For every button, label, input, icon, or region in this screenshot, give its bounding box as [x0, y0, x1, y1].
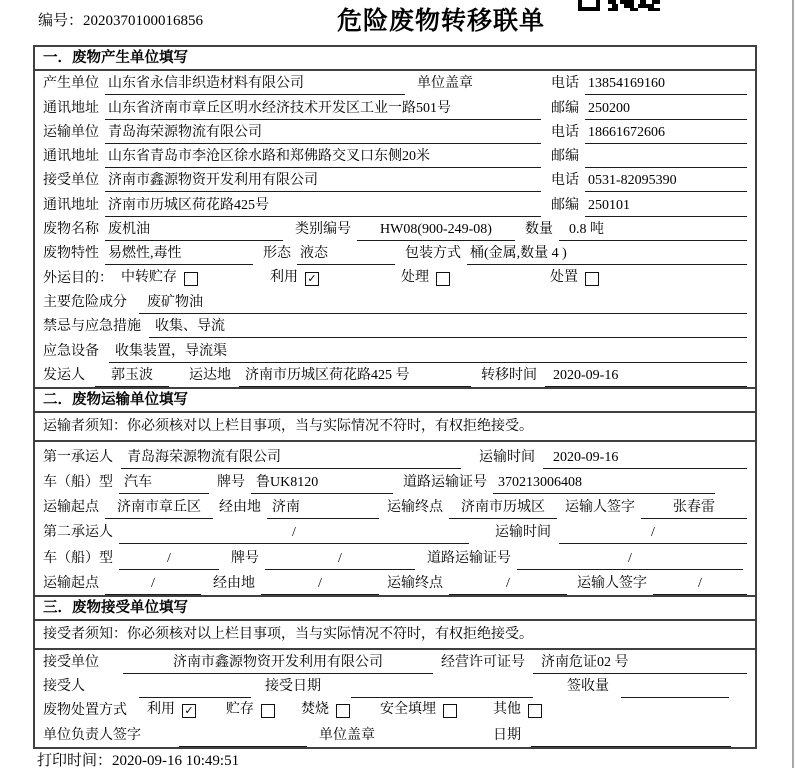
- row-transporter: [35, 120, 755, 144]
- row-second-carrier: [35, 519, 755, 544]
- row-vehicle1: [35, 469, 755, 494]
- phone-label: 电话: [551, 124, 579, 140]
- characteristics-label: 废物特性: [43, 246, 99, 262]
- transport-time-label: 运输时间: [479, 449, 535, 465]
- row-vehicle2: [35, 544, 755, 569]
- carrier1-label: 第一承运人: [43, 449, 113, 465]
- origin1-field: 济南市章丘区: [105, 499, 213, 519]
- date-label: 日期: [493, 727, 521, 743]
- section-1-header: 一．废物产生单位填写: [35, 47, 755, 71]
- carrier-sign-label: 运输人签字: [565, 500, 635, 516]
- phone-label: 电话: [551, 76, 579, 92]
- receiver-unit-field: 济南市鑫源物资开发利用有限公司: [123, 654, 433, 674]
- packaging-field: 桶(金属,数量 4 ): [467, 245, 747, 265]
- origin2-field: /: [105, 575, 201, 595]
- carrier1-field: 青岛海荣源物流有限公司: [121, 449, 461, 469]
- manager-sign-field: [179, 745, 307, 747]
- checkbox-disposal-landfill[interactable]: [443, 704, 457, 718]
- row-transporter-address: [35, 144, 755, 168]
- end2-field: /: [449, 575, 567, 595]
- characteristics-field: 易燃性,毒性: [105, 245, 253, 265]
- transporter-field: 青岛海荣源物流有限公司: [105, 124, 541, 144]
- plate2-field: /: [265, 550, 415, 570]
- accept-date-field: [351, 696, 533, 698]
- destination-field: 济南市历城区荷花路425 号: [239, 367, 471, 387]
- end-label: 运输终点: [387, 500, 443, 516]
- license-field: 济南危证02 号: [533, 654, 747, 674]
- plate1-field: 鲁UK8120: [251, 474, 393, 494]
- transporter-address-field: 山东省青岛市李沧区徐水路和郑佛路交叉口东侧20米: [105, 148, 541, 168]
- received-qty-label: 签收量: [567, 679, 609, 695]
- disposal-option-incinerate: [301, 701, 350, 722]
- transporter-label: 运输单位: [43, 124, 99, 140]
- address-label: 通讯地址: [43, 149, 99, 165]
- row-producer: [35, 71, 755, 95]
- via-label: 经由地: [219, 500, 261, 516]
- transfer-time-field: 2020-09-16: [545, 367, 747, 387]
- checkbox-transit-storage[interactable]: [184, 272, 198, 286]
- date-field: [531, 745, 731, 747]
- row-waste-name: [35, 217, 755, 241]
- equipment-field: 收集装置，导流渠: [109, 343, 747, 363]
- row-hazard-components: [35, 290, 755, 314]
- via1-field: 济南: [267, 499, 379, 519]
- zip-label: 邮编: [551, 149, 579, 165]
- row-manager-signature: [35, 722, 755, 746]
- carrier2-field: /: [119, 524, 469, 544]
- receiver-label: 接受单位: [43, 173, 99, 189]
- checkbox-disposal-storage[interactable]: [261, 704, 275, 718]
- zip-label: 邮编: [551, 197, 579, 213]
- hazard-field: 废矿物油: [139, 294, 747, 314]
- purpose-option-treat: [401, 269, 450, 290]
- page-title: 危险废物转移联单: [336, 8, 545, 35]
- plate-label: 牌号: [217, 475, 245, 491]
- form-label: 形态: [263, 246, 291, 262]
- waste-name-label: 废物名称: [43, 222, 99, 238]
- disposal-label: 废物处置方式: [43, 703, 127, 719]
- acceptor-label: 接受人: [43, 679, 85, 695]
- phone-label: 电话: [551, 173, 579, 189]
- producer-label: 产生单位: [43, 76, 99, 92]
- sign2-field: /: [653, 575, 747, 595]
- receiver-zip-field: 250101: [585, 197, 747, 217]
- row-disposal-method: [35, 698, 755, 722]
- disposal-option-storage: [226, 701, 275, 722]
- origin-label: 运输起点: [43, 500, 99, 516]
- purpose-option-transit-storage: [121, 269, 198, 290]
- row-emergency-equipment: [35, 338, 755, 362]
- print-time-label: 打印时间：: [37, 753, 113, 768]
- producer-field: 山东省永信非织造材料有限公司: [105, 75, 405, 95]
- transport-time2-field: /: [559, 524, 747, 544]
- equipment-label: 应急设备: [43, 343, 99, 359]
- section-3-header: 三．废物接受单位填写: [35, 597, 755, 621]
- quantity-label: 数量: [525, 222, 553, 238]
- end-label: 运输终点: [387, 575, 443, 591]
- vehicle-label: 车（船）型: [43, 550, 113, 566]
- receiver-notice: 接受者须知：你必须核对以上栏目事项，当与实际情况不符时，有权拒绝接受。: [35, 621, 755, 650]
- quantity-field: 0.8 吨: [559, 221, 747, 241]
- checkbox-utilize[interactable]: ✓: [305, 272, 319, 286]
- manager-sign-label: 单位负责人签字: [43, 727, 141, 743]
- option-label: 焚烧: [301, 702, 329, 718]
- producer-phone-field: 13854169160: [585, 75, 747, 95]
- vehicle2-field: /: [119, 550, 219, 570]
- measures-field: 收集、导流: [149, 318, 747, 338]
- receiver-field: 济南市鑫源物资开发利用有限公司: [105, 172, 541, 192]
- transporter-zip-field: [585, 166, 747, 168]
- section-producer: [35, 47, 755, 387]
- form-field: 液态: [297, 245, 395, 265]
- waste-name-field: 废机油: [105, 221, 283, 241]
- section-2-header: 二．废物运输单位填写: [35, 389, 755, 413]
- row-receiver: [35, 168, 755, 192]
- disposal-option-other: [493, 701, 542, 722]
- checkbox-treat[interactable]: [436, 272, 450, 286]
- purpose-option-utilize: [270, 269, 319, 290]
- accept-date-label: 接受日期: [265, 679, 321, 695]
- origin-label: 运输起点: [43, 575, 99, 591]
- section-transporter: [35, 387, 755, 595]
- option-label: 其他: [493, 702, 521, 718]
- row-receiving-unit: [35, 650, 755, 674]
- shipper-field: 郭玉波: [95, 367, 169, 387]
- packaging-label: 包装方式: [405, 246, 461, 262]
- unit-seal-label: 单位盖章: [319, 727, 375, 743]
- row-waste-characteristics: [35, 241, 755, 265]
- license-label: 经营许可证号: [441, 654, 525, 670]
- producer-address-field: 山东省济南市章丘区明水经济技术开发区工业一路501号: [105, 100, 541, 120]
- seal-label: 单位盖章: [417, 76, 473, 92]
- row-route1: [35, 494, 755, 519]
- row-producer-address: [35, 95, 755, 119]
- purpose-label: 外运目的：: [43, 270, 113, 286]
- section-receiver: [35, 595, 755, 747]
- serial-number: 2020370100016856: [83, 13, 204, 29]
- shipper-label: 发运人: [43, 367, 85, 383]
- via-label: 经由地: [213, 575, 255, 591]
- category-label: 类别编号: [295, 222, 351, 238]
- option-label: 中转贮存: [121, 269, 177, 285]
- address-label: 通讯地址: [43, 100, 99, 116]
- row-shipper: [35, 363, 755, 387]
- producer-zip-field: 250200: [585, 100, 747, 120]
- sign1-field: 张春雷: [641, 499, 747, 519]
- serial-label: 编号：: [38, 13, 84, 29]
- category-field: HW08(900-249-08): [357, 221, 515, 241]
- receiver-unit-label: 接受单位: [43, 654, 99, 670]
- row-first-carrier: [35, 442, 755, 469]
- road-permit2-field: /: [517, 550, 743, 570]
- disposal-option-utilize: [147, 701, 196, 722]
- checkbox-disposal-other[interactable]: [528, 704, 542, 718]
- row-acceptor: [35, 674, 755, 698]
- print-time-value: 2020-09-16 10:49:51: [112, 753, 240, 768]
- page-right-edge: [792, 0, 794, 768]
- address-label: 通讯地址: [43, 197, 99, 213]
- carrier-sign-label: 运输人签字: [577, 575, 647, 591]
- option-label: 安全填埋: [380, 702, 436, 718]
- transfer-time-label: 转移时间: [481, 367, 537, 383]
- option-label: 处置: [550, 269, 578, 285]
- manifest-table: [33, 45, 757, 749]
- plate-label: 牌号: [231, 550, 259, 566]
- measures-label: 禁忌与应急措施: [43, 319, 141, 335]
- acceptor-field: [139, 696, 251, 698]
- road-permit-label: 道路运输证号: [403, 475, 487, 491]
- transport-time-label: 运输时间: [495, 525, 551, 541]
- end1-field: 济南市历城区: [449, 499, 557, 519]
- zip-label: 邮编: [551, 100, 579, 116]
- option-label: 利用: [147, 702, 175, 718]
- via2-field: /: [261, 575, 379, 595]
- option-label: 贮存: [226, 702, 254, 718]
- transporter-phone-field: 18661672606: [585, 124, 747, 144]
- receiver-address-field: 济南市历城区荷花路425号: [105, 197, 541, 217]
- option-label: 处理: [401, 269, 429, 285]
- checkbox-dispose[interactable]: [585, 272, 599, 286]
- row-receiver-address: [35, 192, 755, 216]
- vehicle-label: 车（船）型: [43, 475, 113, 491]
- checkbox-disposal-incinerate[interactable]: [336, 704, 350, 718]
- checkbox-disposal-utilize[interactable]: ✓: [182, 704, 196, 718]
- road-permit1-field: 370213006408: [493, 474, 715, 494]
- destination-label: 运达地: [189, 367, 231, 383]
- carrier2-label: 第二承运人: [43, 525, 113, 541]
- purpose-option-dispose: [550, 269, 599, 290]
- row-transfer-purpose: [35, 265, 755, 289]
- disposal-option-landfill: [380, 701, 457, 722]
- received-qty-field: [621, 696, 729, 698]
- qr-code-fragment: [578, 0, 660, 11]
- option-label: 利用: [270, 269, 298, 285]
- road-permit-label: 道路运输证号: [427, 550, 511, 566]
- row-emergency-measures: [35, 314, 755, 338]
- print-time-line: [37, 749, 239, 768]
- transport-time1-field: 2020-09-16: [543, 449, 747, 469]
- row-route2: [35, 570, 755, 595]
- vehicle1-field: 汽车: [119, 474, 209, 494]
- transporter-notice: 运输者须知：你必须核对以上栏目事项，当与实际情况不符时，有权拒绝接受。: [35, 413, 755, 442]
- hazard-label: 主要危险成分: [43, 294, 127, 310]
- receiver-phone-field: 0531-82095390: [585, 172, 747, 192]
